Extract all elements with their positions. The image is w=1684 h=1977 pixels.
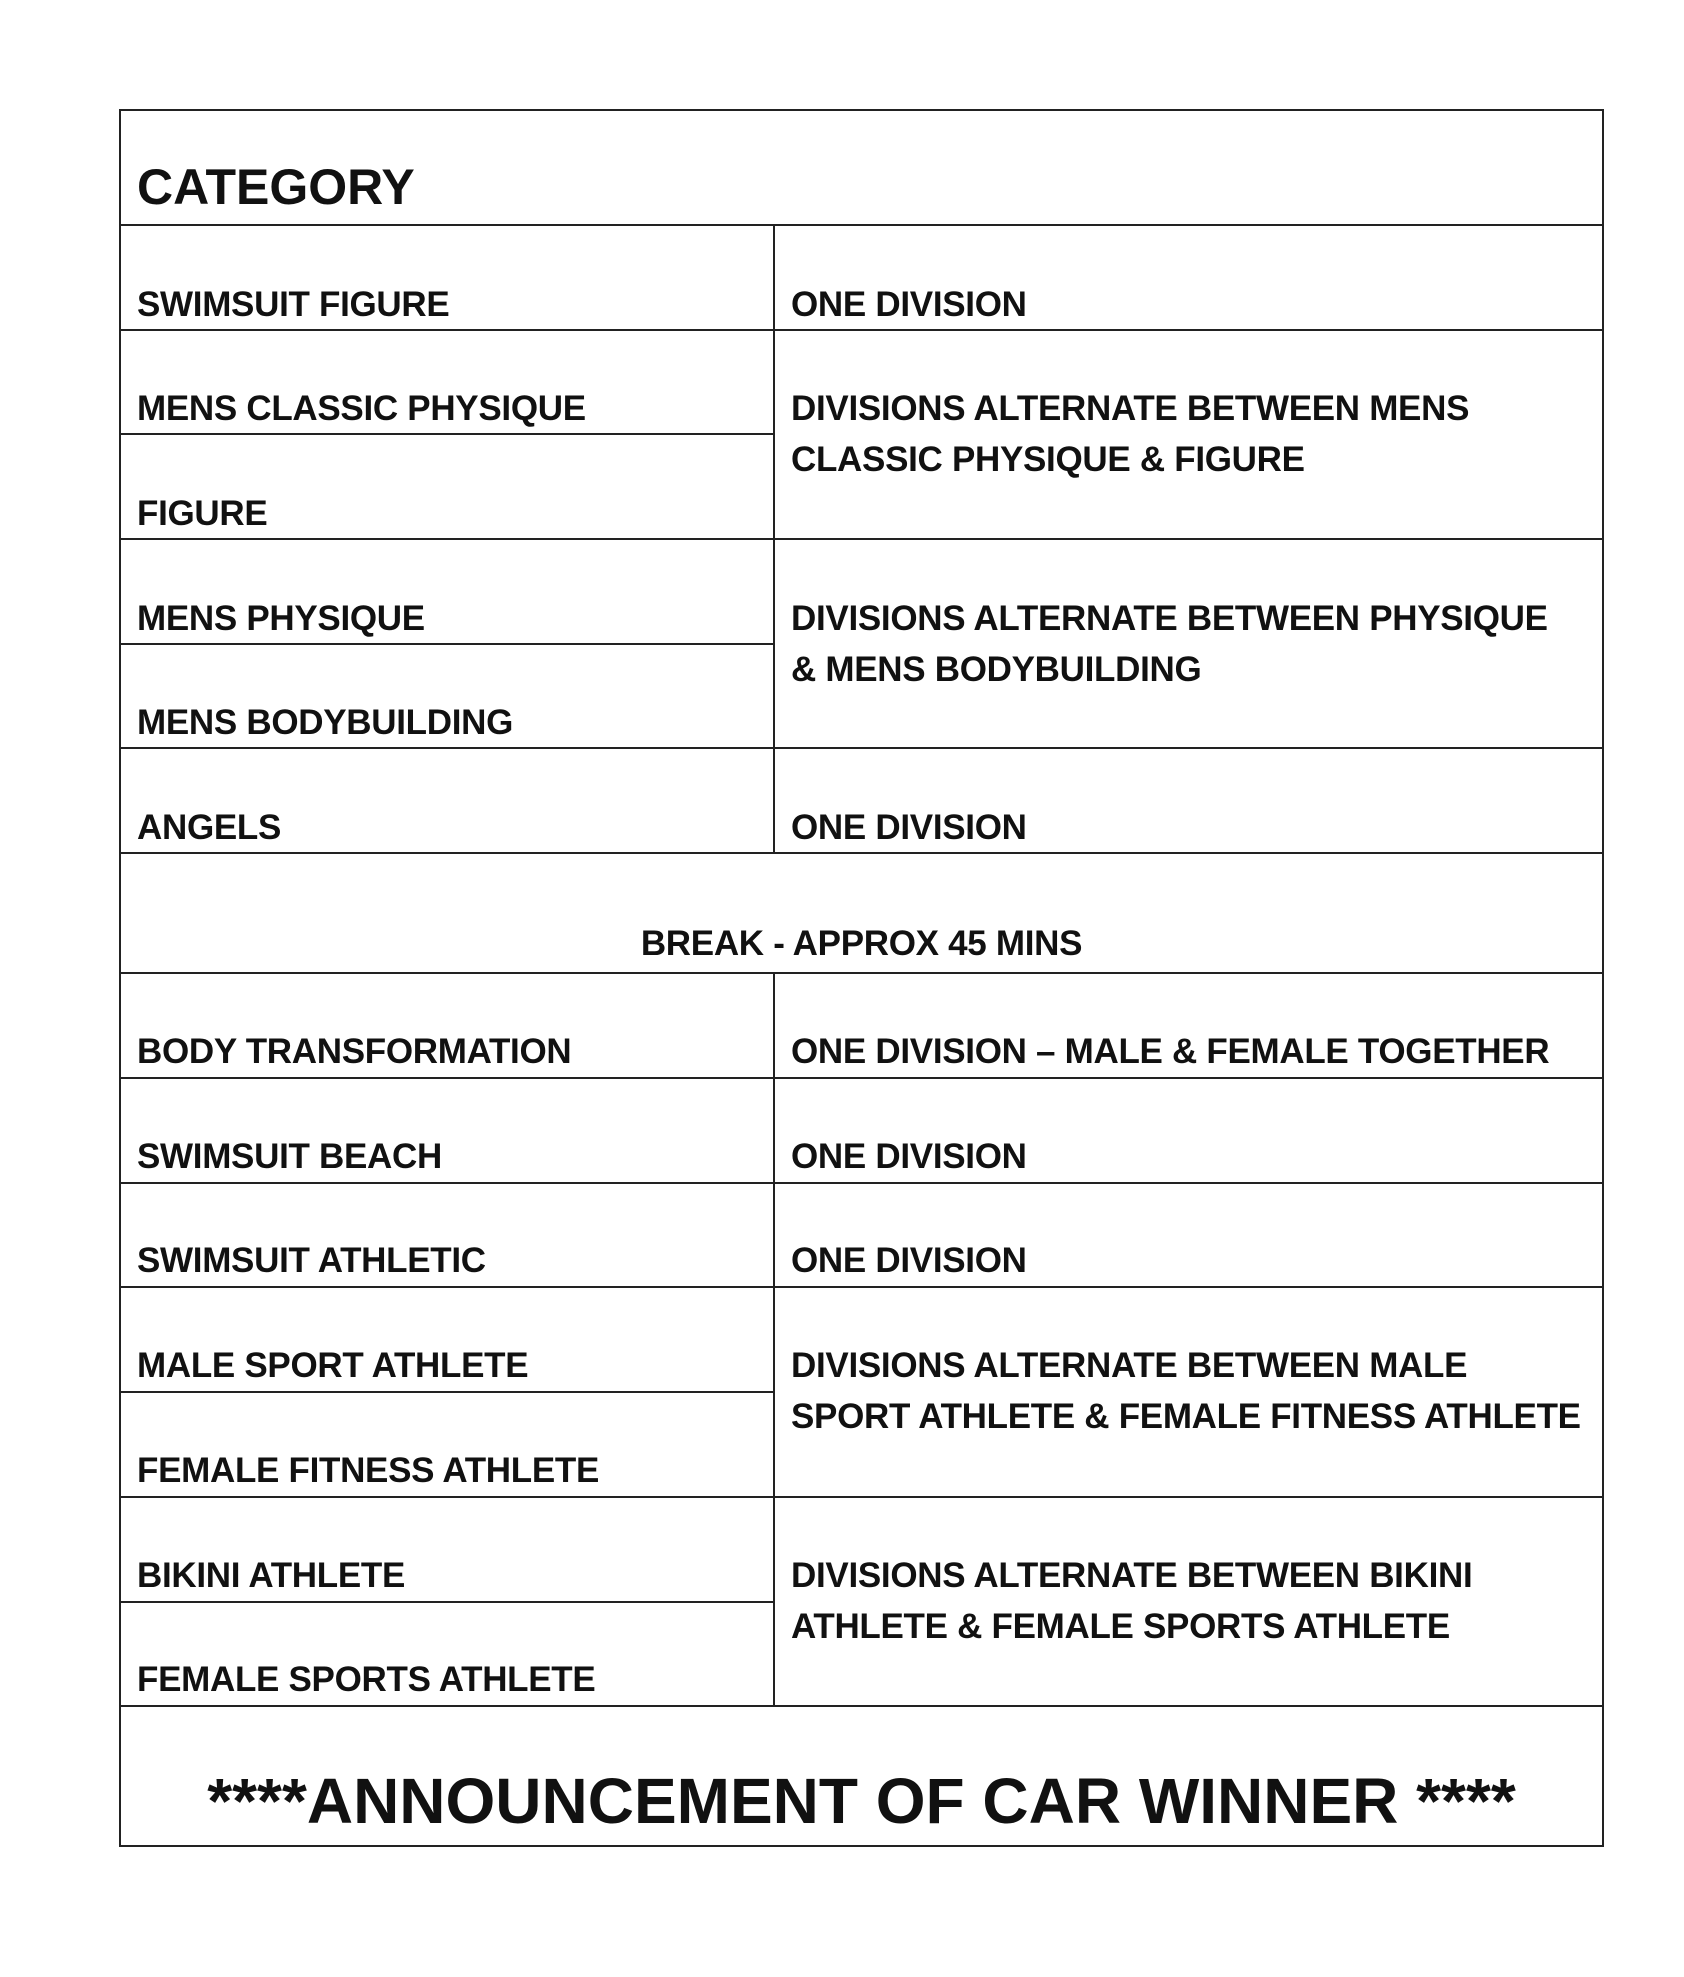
row-divider xyxy=(119,1705,1604,1707)
row-divider xyxy=(119,1496,1604,1498)
division-note-line: DIVISIONS ALTERNATE BETWEEN BIKINI xyxy=(791,1556,1473,1595)
division-note: ONE DIVISION xyxy=(791,285,1027,324)
car-winner-announcement: ****ANNOUNCEMENT OF CAR WINNER **** xyxy=(207,1765,1516,1837)
division-note: ONE DIVISION xyxy=(791,1137,1027,1176)
division-note-line: DIVISIONS ALTERNATE BETWEEN PHYSIQUE xyxy=(791,599,1548,638)
division-note-line: DIVISIONS ALTERNATE BETWEEN MALE xyxy=(791,1346,1468,1385)
header-divider xyxy=(119,224,1604,226)
division-note-line: ATHLETE & FEMALE SPORTS ATHLETE xyxy=(791,1607,1450,1646)
sub-row-divider xyxy=(119,1601,774,1603)
category-female-sports-athlete: FEMALE SPORTS ATHLETE xyxy=(137,1660,596,1699)
break-divider xyxy=(119,972,1604,974)
break-label: BREAK - APPROX 45 MINS xyxy=(640,924,1083,963)
category-bikini-athlete: BIKINI ATHLETE xyxy=(137,1556,406,1595)
row-divider xyxy=(119,538,1604,540)
sub-row-divider xyxy=(119,1391,774,1393)
column-divider xyxy=(773,224,775,852)
category-swimsuit-athletic: SWIMSUIT ATHLETIC xyxy=(137,1241,486,1280)
division-note-line: DIVISIONS ALTERNATE BETWEEN MENS xyxy=(791,389,1470,428)
category-mens-classic-physique: MENS CLASSIC PHYSIQUE xyxy=(137,389,586,428)
column-divider xyxy=(773,972,775,1707)
division-note: ONE DIVISION – MALE & FEMALE TOGETHER xyxy=(791,1032,1550,1071)
category-mens-bodybuilding: MENS BODYBUILDING xyxy=(137,703,514,742)
category-swimsuit-beach: SWIMSUIT BEACH xyxy=(137,1137,442,1176)
category-figure: FIGURE xyxy=(137,494,268,533)
category-female-fitness-athlete: FEMALE FITNESS ATHLETE xyxy=(137,1451,600,1490)
division-note-line: SPORT ATHLETE & FEMALE FITNESS ATHLETE xyxy=(791,1397,1581,1436)
category-angels: ANGELS xyxy=(137,808,282,847)
division-note: ONE DIVISION xyxy=(791,1241,1027,1280)
category-body-transformation: BODY TRANSFORMATION xyxy=(137,1032,572,1071)
division-note-line: & MENS BODYBUILDING xyxy=(791,650,1202,689)
row-divider xyxy=(119,1182,1604,1184)
division-note: ONE DIVISION xyxy=(791,808,1027,847)
category-mens-physique: MENS PHYSIQUE xyxy=(137,599,425,638)
row-divider xyxy=(119,1286,1604,1288)
row-divider xyxy=(119,1077,1604,1079)
page-title: CATEGORY xyxy=(137,159,415,215)
division-note-line: CLASSIC PHYSIQUE & FIGURE xyxy=(791,440,1305,479)
category-male-sport-athlete: MALE SPORT ATHLETE xyxy=(137,1346,529,1385)
category-swimsuit-figure: SWIMSUIT FIGURE xyxy=(137,285,450,324)
